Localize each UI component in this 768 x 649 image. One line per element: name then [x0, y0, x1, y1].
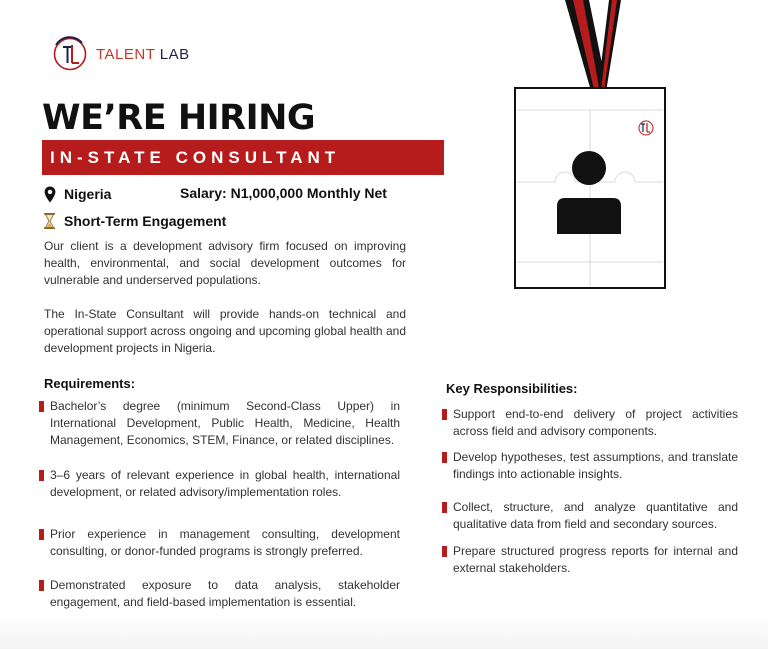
- salary-text: Salary: N1,000,000 Monthly Net: [180, 185, 387, 201]
- bottom-fade: [0, 615, 768, 649]
- requirement-text: Demonstrated exposure to data analysis, stakeholder engagement, and field-based implementation is essential.: [50, 578, 400, 609]
- role-banner: [42, 140, 444, 175]
- id-badge-illustration: [505, 0, 675, 292]
- requirement-text: Bachelor’s degree (minimum Second-Class Upper) in International Development, Public Health, Medicine, Health Management, Economics, STEM, Finance, or related disciplines.: [50, 399, 400, 447]
- map-pin-icon: [44, 186, 56, 203]
- page-headline: WE’RE HIRING: [42, 98, 316, 138]
- list-item: [38, 398, 400, 449]
- bullet-marker: [39, 470, 44, 481]
- bullet-marker: [39, 401, 44, 412]
- responsibility-text: Collect, structure, and analyze quantitative and qualitative data from field and secondary sources.: [453, 500, 738, 531]
- responsibility-text: Prepare structured progress reports for internal and external stakeholders.: [453, 544, 738, 575]
- requirements-list: [38, 398, 400, 611]
- talent-lab-logo-icon: [52, 36, 88, 72]
- engagement-text: Short-Term Engagement: [64, 213, 227, 229]
- list-item: [441, 543, 738, 577]
- list-item: [441, 449, 738, 483]
- bullet-marker: [39, 529, 44, 540]
- avatar-head: [572, 151, 606, 185]
- responsibility-text: Support end-to-end delivery of project activities across field and advisory components.: [453, 407, 738, 438]
- bullet-marker: [39, 580, 44, 591]
- bullet-marker: [442, 546, 447, 557]
- bullet-marker: [442, 452, 447, 463]
- list-item: [441, 499, 738, 533]
- responsibility-text: Develop hypotheses, test assumptions, and translate findings into actionable insights.: [453, 450, 738, 481]
- requirement-text: 3–6 years of relevant experience in global health, international development, or related advisory/implementation roles.: [50, 468, 400, 499]
- bullet-marker: [442, 409, 447, 420]
- hourglass-icon: [44, 213, 55, 229]
- location-text: Nigeria: [64, 186, 112, 202]
- responsibilities-title: Key Responsibilities:: [446, 381, 578, 396]
- brand-name-part2: LAB: [155, 45, 190, 63]
- list-item: [38, 577, 400, 611]
- responsibilities-list: [441, 406, 738, 577]
- brand-logo: [52, 36, 190, 72]
- list-item: [441, 406, 738, 440]
- location-salary-row: [44, 184, 414, 204]
- list-item: [38, 467, 400, 501]
- engagement-row: [44, 213, 226, 229]
- role-title: IN-STATE CONSULTANT: [50, 147, 341, 167]
- brand-name: [96, 46, 190, 63]
- role-paragraph: The In-State Consultant will provide hands-on technical and operational support across ongoing and upcoming global health and development projects in Nigeria.: [44, 307, 406, 355]
- list-item: [38, 526, 400, 560]
- avatar-body: [557, 198, 621, 234]
- requirement-text: Prior experience in management consulting, development consulting, or donor-funded programs is strongly preferred.: [50, 527, 400, 558]
- requirements-title: Requirements:: [44, 376, 136, 391]
- brand-name-part1: TALENT: [96, 45, 156, 63]
- bullet-marker: [442, 502, 447, 513]
- intro-paragraph: Our client is a development advisory firm focused on improving health, environmental, and social development outcomes for vulnerable and underserved populations.: [44, 239, 406, 287]
